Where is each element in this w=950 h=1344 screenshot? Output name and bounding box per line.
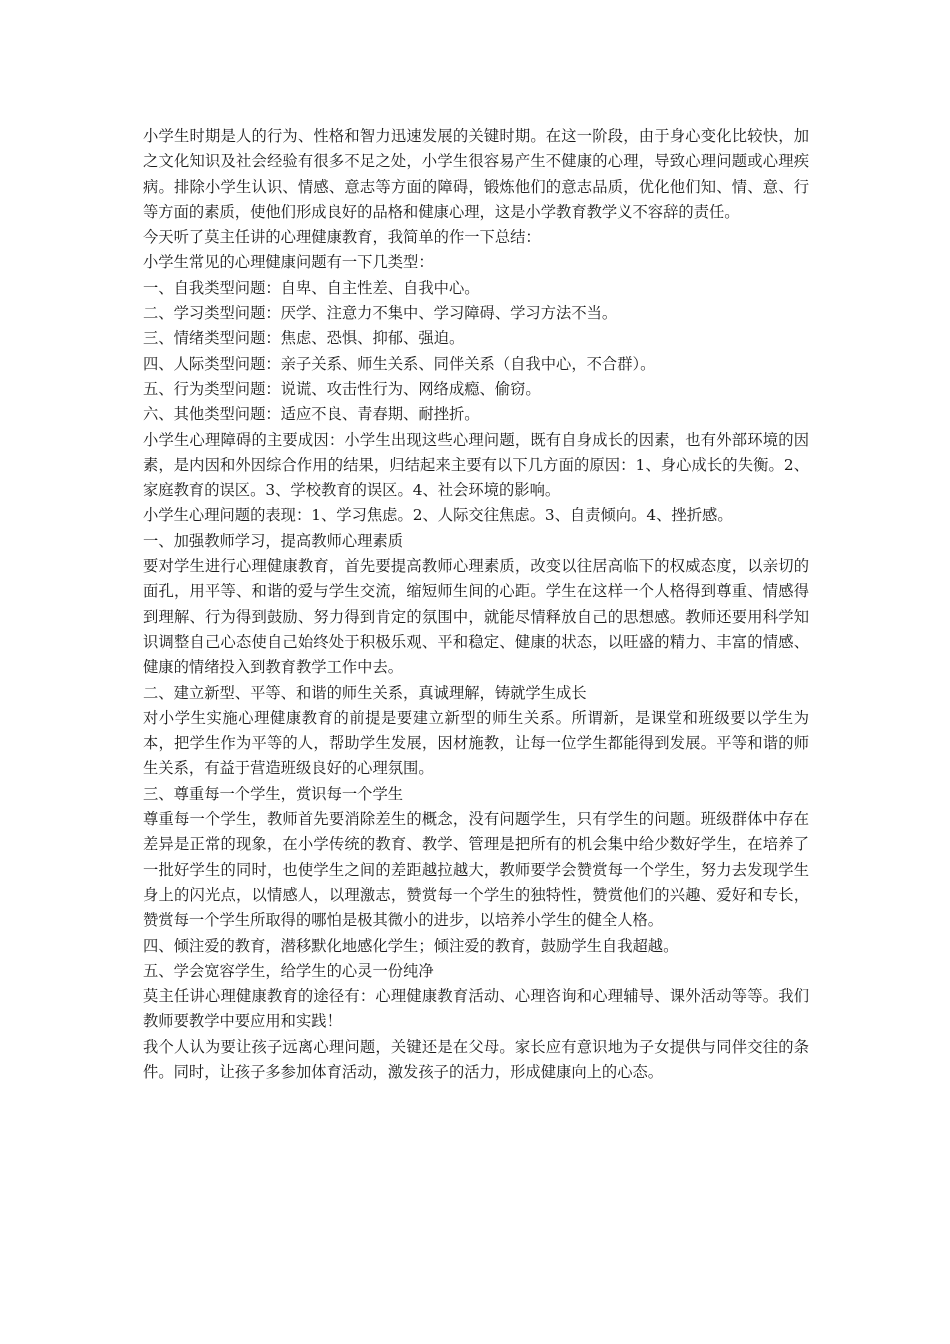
paragraph-intro: 小学生时期是人的行为、性格和智力迅速发展的关键时期。在这一阶段，由于身心变化比较快，加之文化知识及社会经验有很多不足之处，小学生很容易产生不健康的心理，导致心理问题或心理疾病。排除小学生认识、情感、意志等方面的障碍，锻炼他们的意志品质，优化他们知、情、意、行等方面的素质，使他们形成良好的品格和健康心理，这是小学教育教学义不容辞的责任。 bbox=[143, 127, 809, 221]
list-item-emotion-type: 三、情绪类型问题：焦虑、恐惧、抑郁、强迫。 bbox=[143, 329, 465, 348]
list-item-behavior-type: 五、行为类型问题：说谎、攻击性行为、网络成瘾、偷窃。 bbox=[143, 379, 541, 398]
list-item-interpersonal-type: 四、人际类型问题：亲子关系、师生关系、同伴关系（自我中心，不合群）。 bbox=[143, 354, 656, 373]
section-heading-respect: 三、尊重每一个学生，赏识每一个学生 bbox=[143, 784, 404, 803]
paragraph-relationship: 对小学生实施心理健康教育的前提是要建立新型的师生关系。所谓新，是课堂和班级要以学生为本，把学生作为平等的人，帮助学生发展，因材施教，让每一位学生都能得到发展。平等和谐的师生关系，有益于营造班级良好的心理氛围。 bbox=[143, 708, 809, 778]
paragraph-teacher-study: 要对学生进行心理健康教育，首先要提高教师心理素质，改变以往居高临下的权威态度，以亲切的面孔，用平等、和谐的爱与学生交流，缩短师生间的心距。学生在这样一个人格得到尊重、情感得到理解、行为得到鼓励、努力得到肯定的氛围中，就能尽情释放自己的思想感。教师还要用科学知识调整自己心态使自己始终处于积极乐观、平和稳定、健康的状态，以旺盛的精力、丰富的情感、健康的情绪投入到教育教学工作中去。 bbox=[143, 557, 809, 677]
section-heading-teacher-study: 一、加强教师学习，提高教师心理素质 bbox=[143, 531, 404, 550]
paragraph-respect: 尊重每一个学生，教师首先要消除差生的概念，没有问题学生，只有学生的问题。班级群体中存在差异是正常的现象，在小学传统的教育、教学、管理是把所有的机会集中给少数好学生，在培养了一批好学生的同时，也使学生之间的差距越拉越大，教师要学会赞赏每一个学生，努力去发现学生身上的闪光点，以情感人，以理激志，赞赏每一个学生的独特性，赞赏他们的兴趣、爱好和专长，赞赏每一个学生所取得的哪怕是极其微小的进步，以培养小学生的健全人格。 bbox=[143, 810, 809, 930]
section-heading-relationship: 二、建立新型、平等、和谐的师生关系，真诚理解，铸就学生成长 bbox=[143, 683, 587, 702]
paragraph-summary-lead: 今天听了莫主任讲的心理健康教育，我简单的作一下总结： bbox=[143, 228, 541, 247]
paragraph-approaches: 莫主任讲心理健康教育的途径有：心理健康教育活动、心理咨询和心理辅导、课外活动等等。我们教师要教学中要应用和实践！ bbox=[143, 987, 809, 1031]
section-heading-tolerance: 五、学会宽容学生，给学生的心灵一份纯净 bbox=[143, 961, 434, 980]
list-item-learning-type: 二、学习类型问题：厌学、注意力不集中、学习障碍、学习方法不当。 bbox=[143, 304, 618, 323]
paragraph-conclusion: 我个人认为要让孩子远离心理问题，关键还是在父母。家长应有意识地为子女提供与同伴交往的条件。同时，让孩子多参加体育活动，激发孩子的活力，形成健康向上的心态。 bbox=[143, 1037, 809, 1081]
paragraph-symptoms: 小学生心理问题的表现：1、学习焦虑。2、人际交往焦虑。3、自责倾向。4、挫折感。 bbox=[143, 506, 733, 525]
paragraph-problem-types-heading: 小学生常见的心理健康问题有一下几类型： bbox=[143, 253, 434, 272]
list-item-other-type: 六、其他类型问题：适应不良、青春期、耐挫折。 bbox=[143, 405, 480, 424]
paragraph-causes: 小学生心理障碍的主要成因：小学生出现这些心理问题，既有自身成长的因素，也有外部环境的因素，是内因和外因综合作用的结果，归结起来主要有以下几方面的原因：1、身心成长的失衡。2、家庭教育的误区。3、学校教育的误区。4、社会环境的影响。 bbox=[143, 430, 809, 500]
document-body bbox=[143, 124, 809, 1085]
list-item-self-type: 一、自我类型问题：自卑、自主性差、自我中心。 bbox=[143, 278, 480, 297]
section-heading-love-education: 四、倾注爱的教育，潜移默化地感化学生；倾注爱的教育，鼓励学生自我超越。 bbox=[143, 936, 679, 955]
